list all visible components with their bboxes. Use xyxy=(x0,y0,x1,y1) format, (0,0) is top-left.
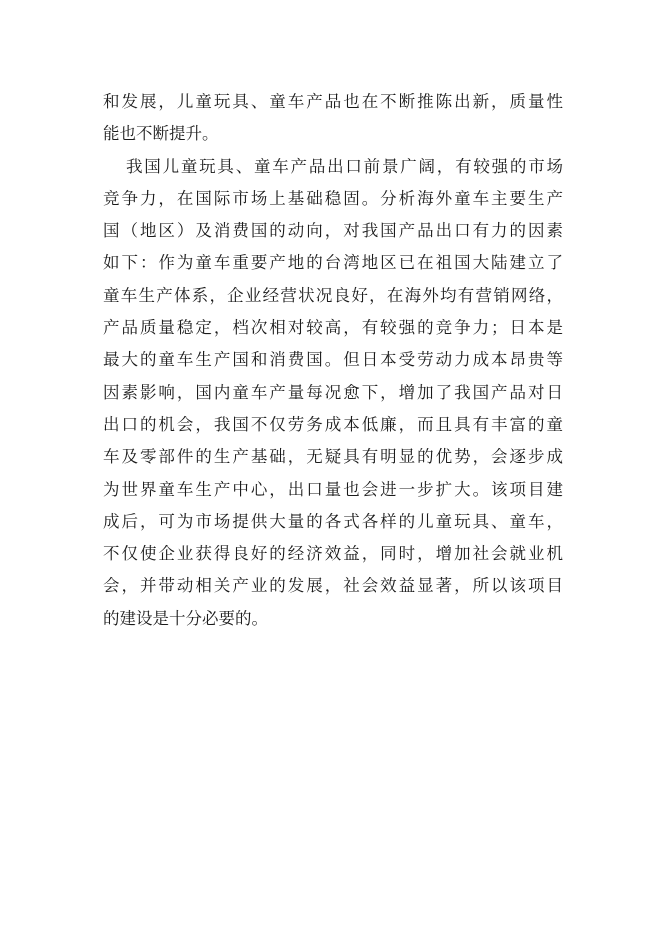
text-line: 的建设是十分必要的。 xyxy=(103,608,268,628)
text-line: 产品质量稳定，档次相对较高，有较强的竞争力；日本是 xyxy=(103,318,563,338)
text-line: 为世界童车生产中心，出口量也会进一步扩大。该项目建 xyxy=(103,479,563,499)
text-line: 会，并带动相关产业的发展，社会效益显著，所以该项目 xyxy=(103,576,563,596)
text-line: 国（地区）及消费国的动向，对我国产品出口有力的因素 xyxy=(103,221,563,241)
text-line: 能也不断提升。 xyxy=(103,124,219,144)
text-line: 竞争力，在国际市场上基础稳固。分析海外童车主要生产 xyxy=(103,188,563,208)
text-line: 车及零部件的生产基础，无疑具有明显的优势，会逐步成 xyxy=(103,447,563,467)
text-line: 童车生产体系，企业经营状况良好，在海外均有营销网络， xyxy=(103,285,563,305)
paragraph-continued xyxy=(103,86,563,151)
paragraph-export-prospects xyxy=(103,151,563,635)
text-line: 如下：作为童车重要产地的台湾地区已在祖国大陆建立了 xyxy=(103,253,563,273)
text-line: 因素影响，国内童车产量每况愈下，增加了我国产品对日 xyxy=(103,382,563,402)
text-line: 不仅使企业获得良好的经济效益，同时，增加社会就业机 xyxy=(103,544,563,564)
text-line: 成后，可为市场提供大量的各式各样的儿童玩具、童车， xyxy=(103,511,563,531)
text-line: 我国儿童玩具、童车产品出口前景广阔，有较强的市场 xyxy=(126,156,563,176)
text-line: 最大的童车生产国和消费国。但日本受劳动力成本昂贵等 xyxy=(103,350,563,370)
text-line: 出口的机会，我国不仅劳务成本低廉，而且具有丰富的童 xyxy=(103,414,563,434)
body-text xyxy=(103,86,563,635)
text-line: 和发展，儿童玩具、童车产品也在不断推陈出新，质量性 xyxy=(103,92,563,111)
